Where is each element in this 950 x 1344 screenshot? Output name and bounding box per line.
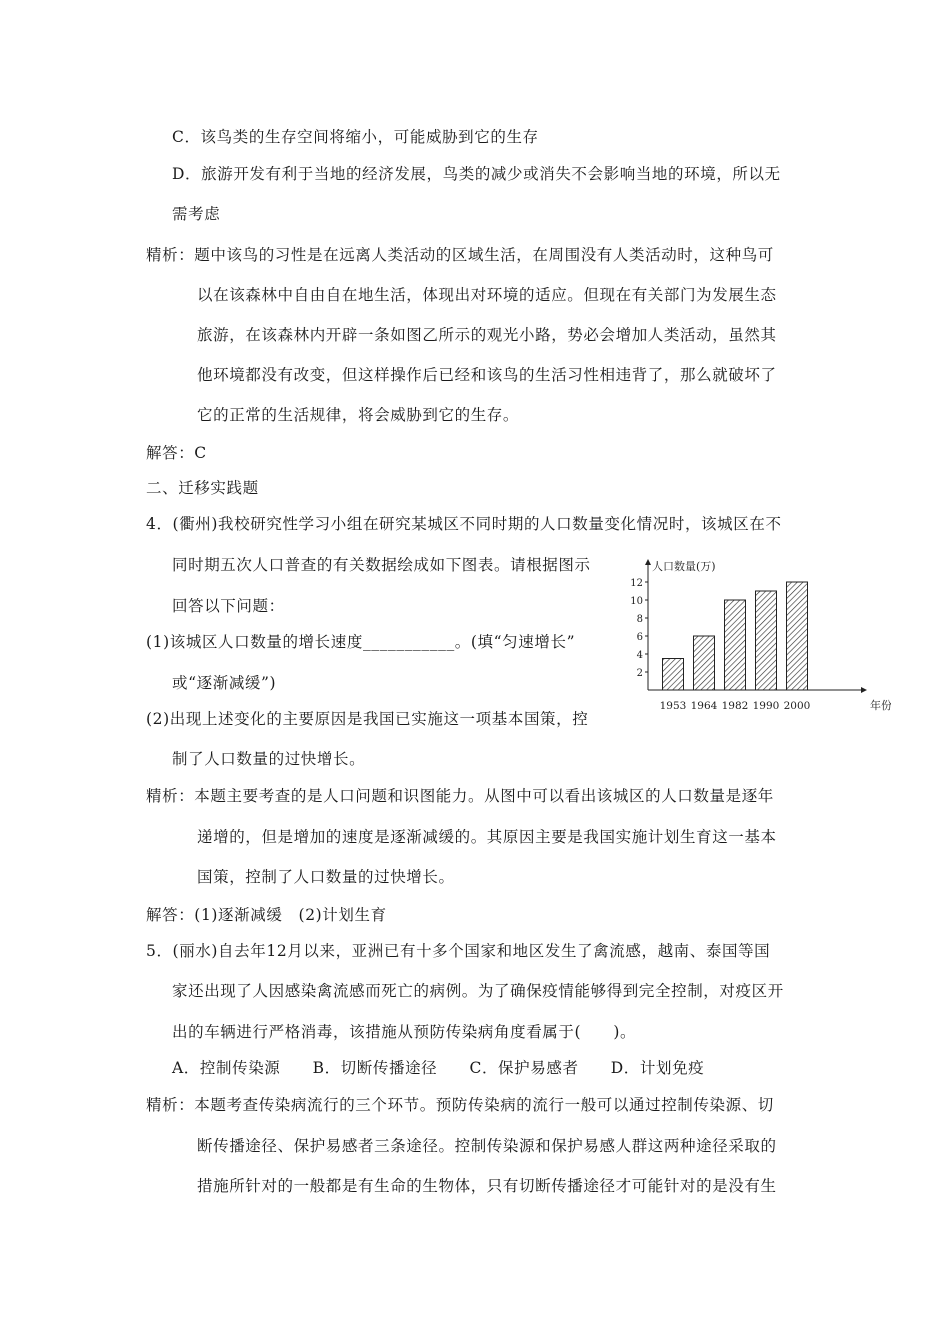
population-chart bbox=[626, 555, 891, 715]
answer-4: 解答：(1)逐渐减缓 (2)计划生育 bbox=[146, 906, 387, 924]
analysis-5-line-3: 措施所针对的一般都是有生命的生物体，只有切断传播途径才可能针对的是没有生 bbox=[197, 1177, 777, 1195]
question-4-line-2: 同时期五次人口普查的有关数据绘成如下图表。请根据图示 bbox=[172, 556, 591, 574]
x-axis-label: 年份 bbox=[870, 699, 891, 712]
bar bbox=[756, 591, 777, 690]
x-tick-label: 1953 bbox=[659, 700, 687, 712]
question-4: 4．(衢州)我校研究性学习小组在研究某城区不同时期的人口数量变化情况时，该城区在不 bbox=[146, 515, 782, 533]
question-5-options: A．控制传染源 B．切断传播途径 C．保护易感者 D．计划免疫 bbox=[172, 1059, 705, 1077]
section-heading: 二、迁移实践题 bbox=[146, 479, 259, 497]
y-axis-label: 人口数量(万) bbox=[652, 560, 716, 573]
question-5-line-2: 家还出现了人因感染禽流感而死亡的病例。为了确保疫情能够得到完全控制，对疫区开 bbox=[172, 982, 784, 1000]
analysis-label-4: 精析：本题主要考查的是人口问题和识图能力。从图中可以看出该城区的人口数量是逐年 bbox=[146, 787, 774, 805]
question-5-line-3: 出的车辆进行严格消毒，该措施从预防传染病角度看属于( )。 bbox=[172, 1023, 637, 1041]
analysis-3-line-3: 旅游，在该森林内开辟一条如图乙所示的观光小路，势必会增加人类活动，虽然其 bbox=[197, 326, 777, 344]
analysis-3-line-5: 它的正常的生活规律，将会威胁到它的生存。 bbox=[197, 406, 520, 424]
question-5: 5．(丽水)自去年12月以来，亚洲已有十多个国家和地区发生了禽流感，越南、泰国等国 bbox=[146, 942, 771, 960]
option-c: C．该鸟类的生存空间将缩小，可能威胁到它的生存 bbox=[172, 128, 539, 146]
x-tick-label: 1964 bbox=[690, 700, 718, 712]
option-d-cont: 需考虑 bbox=[172, 205, 221, 223]
question-4-part-2: (2)出现上述变化的主要原因是我国已实施这一项基本国策，控 bbox=[146, 710, 589, 728]
y-tick-label: 8 bbox=[636, 614, 643, 625]
answer-3: 解答：C bbox=[146, 444, 207, 462]
analysis-4-line-2: 递增的，但是增加的速度是逐渐减缓的。其原因主要是我国实施计划生育这一基本 bbox=[197, 828, 777, 846]
analysis-3-line-2: 以在该森林中自由自在地生活，体现出对环境的适应。但现在有关部门为发展生态 bbox=[197, 286, 777, 304]
question-4-part-1-cont: 或“逐渐减缓”) bbox=[172, 674, 277, 692]
y-axis-arrow bbox=[645, 559, 651, 565]
x-tick-label: 1982 bbox=[721, 700, 749, 712]
bar bbox=[787, 582, 808, 690]
analysis-label-3: 精析：题中该鸟的习性是在远离人类活动的区域生活，在周围没有人类活动时，这种鸟可 bbox=[146, 246, 774, 264]
bar bbox=[694, 636, 715, 690]
question-4-part-1: (1)该城区人口数量的增长速度___________。(填“匀速增长” bbox=[146, 633, 576, 651]
x-tick-label: 1990 bbox=[752, 700, 780, 712]
analysis-5-line-2: 断传播途径、保护易感者三条途径。控制传染源和保护易感人群这两种途径采取的 bbox=[197, 1137, 777, 1155]
y-tick-label: 6 bbox=[636, 632, 643, 643]
population-chart-svg bbox=[626, 555, 891, 715]
y-tick-label: 12 bbox=[630, 578, 643, 589]
question-4-part-2-cont: 制了人口数量的过快增长。 bbox=[172, 750, 366, 768]
bar bbox=[663, 659, 684, 691]
x-axis-arrow bbox=[861, 687, 867, 693]
y-tick-label: 4 bbox=[636, 650, 643, 661]
analysis-label-5: 精析：本题考查传染病流行的三个环节。预防传染病的流行一般可以通过控制传染源、切 bbox=[146, 1096, 774, 1114]
x-tick-label: 2000 bbox=[783, 700, 811, 712]
question-4-line-3: 回答以下问题： bbox=[172, 597, 285, 615]
option-d: D．旅游开发有利于当地的经济发展，鸟类的减少或消失不会影响当地的环境，所以无 bbox=[172, 165, 781, 183]
y-tick-label: 2 bbox=[636, 668, 643, 679]
y-tick-label: 10 bbox=[630, 596, 643, 607]
analysis-4-line-3: 国策，控制了人口数量的过快增长。 bbox=[197, 868, 455, 886]
analysis-3-line-4: 他环境都没有改变，但这样操作后已经和该鸟的生活习性相违背了，那么就破坏了 bbox=[197, 366, 777, 384]
bar bbox=[725, 600, 746, 690]
